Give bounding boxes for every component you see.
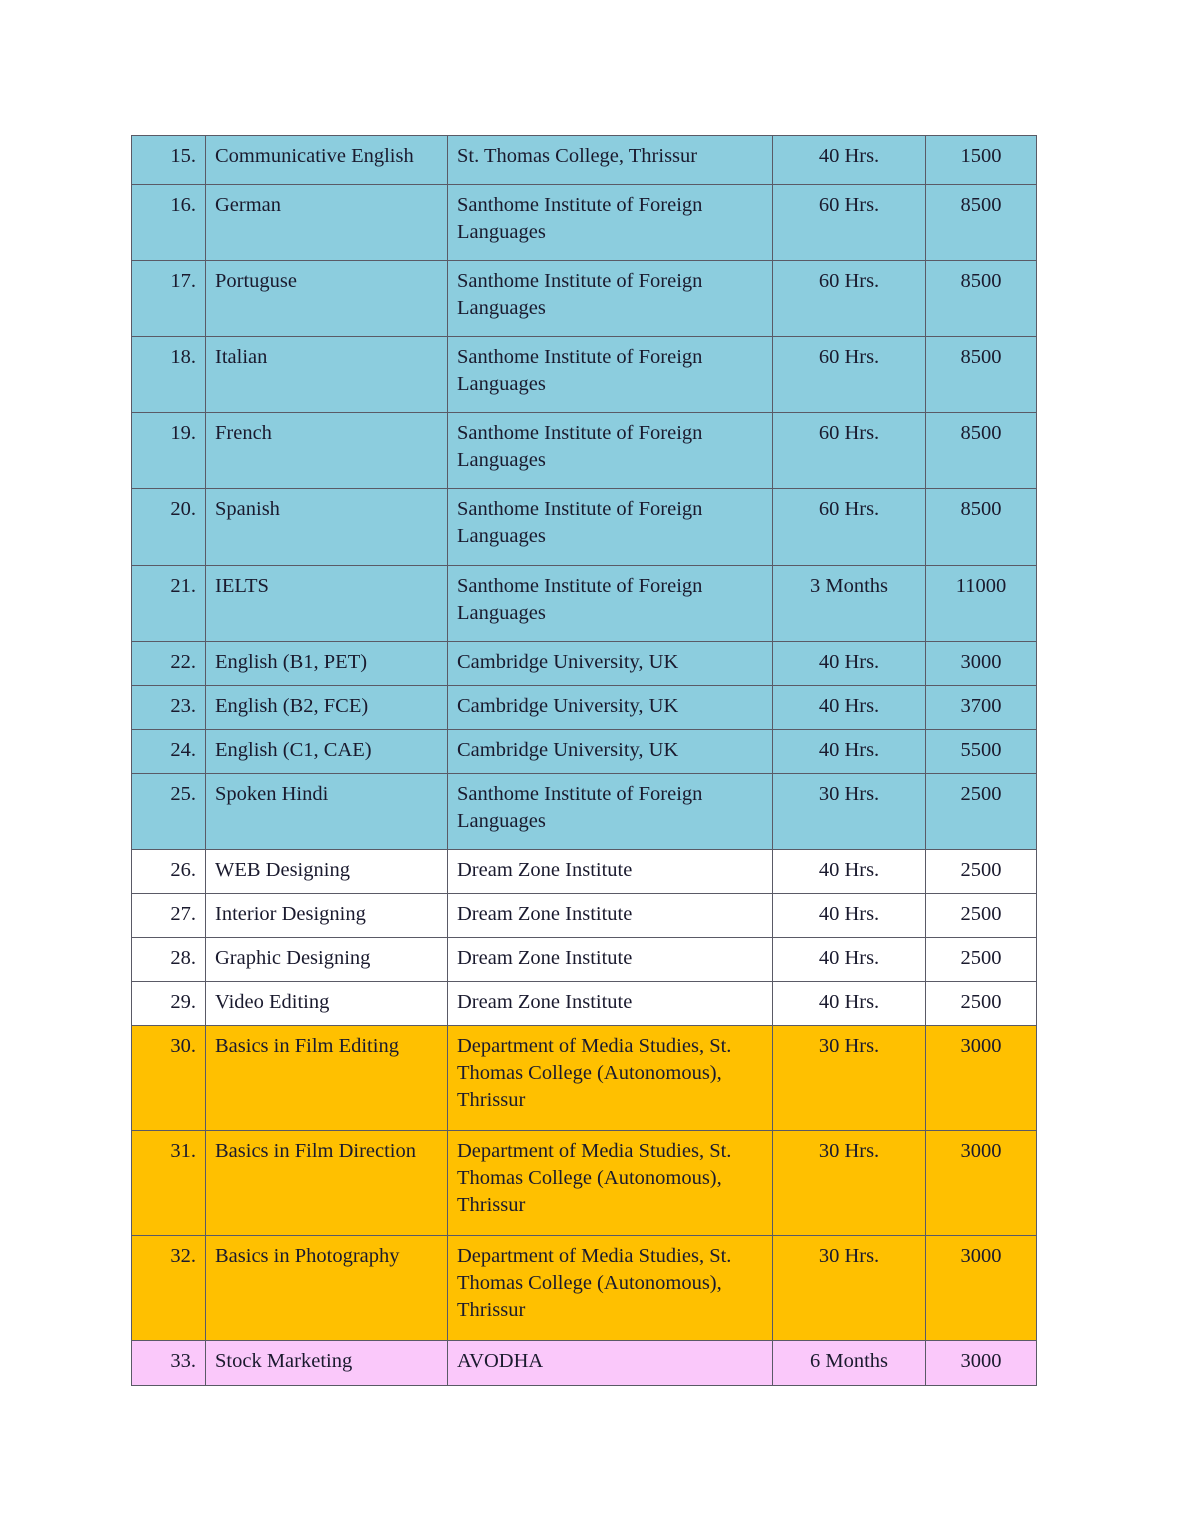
fee-cell: 2500 bbox=[926, 773, 1037, 849]
duration-cell: 60 Hrs. bbox=[773, 413, 926, 489]
course-name-cell: German bbox=[206, 185, 448, 261]
fee-cell: 3000 bbox=[926, 1236, 1037, 1341]
fee-cell: 3700 bbox=[926, 685, 1037, 729]
course-number-cell: 24. bbox=[132, 729, 206, 773]
duration-cell: 40 Hrs. bbox=[773, 729, 926, 773]
table-row bbox=[132, 849, 1037, 893]
table-row bbox=[132, 1131, 1037, 1236]
institution-cell: Department of Media Studies, St. Thomas College (Autonomous), Thrissur bbox=[448, 1026, 773, 1131]
duration-cell: 6 Months bbox=[773, 1341, 926, 1385]
duration-cell: 30 Hrs. bbox=[773, 773, 926, 849]
institution-cell: Santhome Institute of Foreign Languages bbox=[448, 413, 773, 489]
table-row bbox=[132, 565, 1037, 641]
duration-cell: 30 Hrs. bbox=[773, 1026, 926, 1131]
course-number-cell: 21. bbox=[132, 565, 206, 641]
duration-cell: 60 Hrs. bbox=[773, 337, 926, 413]
course-name-cell: IELTS bbox=[206, 565, 448, 641]
course-number-cell: 31. bbox=[132, 1131, 206, 1236]
course-name-cell: French bbox=[206, 413, 448, 489]
course-name-cell: Graphic Designing bbox=[206, 937, 448, 981]
course-table-container bbox=[131, 135, 1036, 1386]
course-table-body bbox=[132, 136, 1037, 1386]
institution-cell: St. Thomas College, Thrissur bbox=[448, 136, 773, 185]
course-number-cell: 18. bbox=[132, 337, 206, 413]
course-name-cell: English (B2, FCE) bbox=[206, 685, 448, 729]
fee-cell: 3000 bbox=[926, 1026, 1037, 1131]
fee-cell: 2500 bbox=[926, 893, 1037, 937]
duration-cell: 30 Hrs. bbox=[773, 1236, 926, 1341]
course-name-cell: Interior Designing bbox=[206, 893, 448, 937]
course-number-cell: 26. bbox=[132, 849, 206, 893]
fee-cell: 5500 bbox=[926, 729, 1037, 773]
course-number-cell: 20. bbox=[132, 489, 206, 565]
duration-cell: 60 Hrs. bbox=[773, 489, 926, 565]
institution-cell: Santhome Institute of Foreign Languages bbox=[448, 773, 773, 849]
duration-cell: 60 Hrs. bbox=[773, 185, 926, 261]
table-row bbox=[132, 413, 1037, 489]
course-fee-table bbox=[131, 135, 1037, 1386]
table-row bbox=[132, 981, 1037, 1025]
duration-cell: 40 Hrs. bbox=[773, 136, 926, 185]
table-row bbox=[132, 261, 1037, 337]
fee-cell: 8500 bbox=[926, 185, 1037, 261]
fee-cell: 8500 bbox=[926, 261, 1037, 337]
table-row bbox=[132, 937, 1037, 981]
table-row bbox=[132, 641, 1037, 685]
fee-cell: 8500 bbox=[926, 413, 1037, 489]
duration-cell: 40 Hrs. bbox=[773, 849, 926, 893]
course-name-cell: English (B1, PET) bbox=[206, 641, 448, 685]
course-name-cell: Video Editing bbox=[206, 981, 448, 1025]
course-name-cell: Basics in Film Direction bbox=[206, 1131, 448, 1236]
fee-cell: 2500 bbox=[926, 937, 1037, 981]
institution-cell: Dream Zone Institute bbox=[448, 893, 773, 937]
course-number-cell: 17. bbox=[132, 261, 206, 337]
institution-cell: Dream Zone Institute bbox=[448, 937, 773, 981]
fee-cell: 3000 bbox=[926, 1341, 1037, 1385]
course-number-cell: 32. bbox=[132, 1236, 206, 1341]
table-row bbox=[132, 185, 1037, 261]
institution-cell: Department of Media Studies, St. Thomas College (Autonomous), Thrissur bbox=[448, 1236, 773, 1341]
institution-cell: Santhome Institute of Foreign Languages bbox=[448, 261, 773, 337]
fee-cell: 3000 bbox=[926, 641, 1037, 685]
institution-cell: Santhome Institute of Foreign Languages bbox=[448, 489, 773, 565]
institution-cell: Cambridge University, UK bbox=[448, 685, 773, 729]
course-number-cell: 16. bbox=[132, 185, 206, 261]
duration-cell: 30 Hrs. bbox=[773, 1131, 926, 1236]
course-name-cell: Spoken Hindi bbox=[206, 773, 448, 849]
fee-cell: 8500 bbox=[926, 337, 1037, 413]
fee-cell: 2500 bbox=[926, 981, 1037, 1025]
duration-cell: 40 Hrs. bbox=[773, 937, 926, 981]
course-name-cell: Spanish bbox=[206, 489, 448, 565]
course-name-cell: Stock Marketing bbox=[206, 1341, 448, 1385]
course-number-cell: 23. bbox=[132, 685, 206, 729]
course-number-cell: 15. bbox=[132, 136, 206, 185]
course-number-cell: 19. bbox=[132, 413, 206, 489]
duration-cell: 40 Hrs. bbox=[773, 981, 926, 1025]
course-name-cell: WEB Designing bbox=[206, 849, 448, 893]
table-row bbox=[132, 1341, 1037, 1385]
institution-cell: Cambridge University, UK bbox=[448, 729, 773, 773]
table-row bbox=[132, 337, 1037, 413]
duration-cell: 40 Hrs. bbox=[773, 685, 926, 729]
course-number-cell: 27. bbox=[132, 893, 206, 937]
duration-cell: 40 Hrs. bbox=[773, 893, 926, 937]
course-name-cell: Portuguse bbox=[206, 261, 448, 337]
course-number-cell: 22. bbox=[132, 641, 206, 685]
course-number-cell: 33. bbox=[132, 1341, 206, 1385]
table-row bbox=[132, 489, 1037, 565]
institution-cell: Santhome Institute of Foreign Languages bbox=[448, 337, 773, 413]
course-name-cell: English (C1, CAE) bbox=[206, 729, 448, 773]
table-row bbox=[132, 893, 1037, 937]
table-row bbox=[132, 136, 1037, 185]
fee-cell: 11000 bbox=[926, 565, 1037, 641]
table-row bbox=[132, 773, 1037, 849]
institution-cell: AVODHA bbox=[448, 1341, 773, 1385]
institution-cell: Dream Zone Institute bbox=[448, 849, 773, 893]
institution-cell: Department of Media Studies, St. Thomas College (Autonomous), Thrissur bbox=[448, 1131, 773, 1236]
course-name-cell: Communicative English bbox=[206, 136, 448, 185]
institution-cell: Cambridge University, UK bbox=[448, 641, 773, 685]
institution-cell: Dream Zone Institute bbox=[448, 981, 773, 1025]
course-number-cell: 30. bbox=[132, 1026, 206, 1131]
fee-cell: 8500 bbox=[926, 489, 1037, 565]
course-number-cell: 29. bbox=[132, 981, 206, 1025]
fee-cell: 1500 bbox=[926, 136, 1037, 185]
course-name-cell: Italian bbox=[206, 337, 448, 413]
duration-cell: 3 Months bbox=[773, 565, 926, 641]
table-row bbox=[132, 1236, 1037, 1341]
duration-cell: 60 Hrs. bbox=[773, 261, 926, 337]
institution-cell: Santhome Institute of Foreign Languages bbox=[448, 565, 773, 641]
course-name-cell: Basics in Photography bbox=[206, 1236, 448, 1341]
table-row bbox=[132, 1026, 1037, 1131]
course-name-cell: Basics in Film Editing bbox=[206, 1026, 448, 1131]
institution-cell: Santhome Institute of Foreign Languages bbox=[448, 185, 773, 261]
fee-cell: 3000 bbox=[926, 1131, 1037, 1236]
course-number-cell: 25. bbox=[132, 773, 206, 849]
course-number-cell: 28. bbox=[132, 937, 206, 981]
fee-cell: 2500 bbox=[926, 849, 1037, 893]
duration-cell: 40 Hrs. bbox=[773, 641, 926, 685]
table-row bbox=[132, 729, 1037, 773]
table-row bbox=[132, 685, 1037, 729]
